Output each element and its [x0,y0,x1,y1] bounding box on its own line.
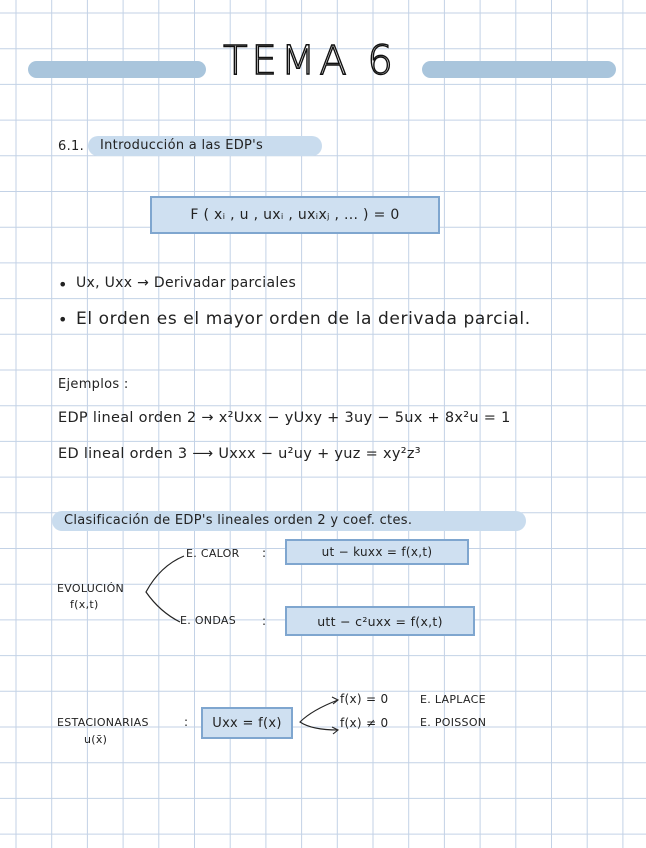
stationary-equation: Uxx = f(x) [212,715,282,731]
page-title: TEMA 6 [223,38,397,84]
section-2-heading: Clasificación de EDP's lineales orden 2 y coef. ctes. [64,513,413,528]
general-form-equation: F ( xᵢ , u , uxᵢ , uxᵢxⱼ , ... ) = 0 [190,207,400,223]
heat-equation-colon: : [262,546,267,560]
section-1-number: 6.1. [58,139,85,154]
examples-label: Ejemplos : [58,377,129,392]
heat-equation: ut − kuxx = f(x,t) [321,545,433,559]
wave-equation-colon: : [262,614,267,628]
example-line-1: EDP lineal orden 2 → x²Uxx − yUxy + 3uy − 5ux + 8x²u = 1 [58,410,511,426]
heat-equation-label: E. CALOR [186,547,240,560]
wave-equation: utt − c²uxx = f(x,t) [317,613,443,629]
laplace-condition: f(x) = 0 [340,692,389,706]
stationary-variable: u(x̄) [84,733,108,746]
laplace-arrow-head [332,697,338,704]
laplace-name: E. LAPLACE [420,693,486,706]
evolution-brace [146,556,184,622]
section-1-heading: Introducción a las EDP's [100,138,264,153]
stationary-colon: : [184,715,189,729]
poisson-condition: f(x) ≠ 0 [340,716,389,730]
bullet-dot-2: • [58,310,68,329]
bullet-1: Ux, Uxx → Derivadar parciales [76,275,297,291]
wave-equation-label: E. ONDAS [180,614,237,627]
bullet-dot-1: • [58,275,68,294]
bullet-2: El orden es el mayor orden de la derivada parcial. [76,309,531,329]
poisson-name: E. POISSON [420,716,487,729]
stationary-label: ESTACIONARIAS [57,716,149,729]
evolution-label: EVOLUCIÓN [57,582,125,595]
stationary-brace [300,700,338,730]
example-line-2: ED lineal orden 3 ⟶ Uxxx − u²uy + yuz = xy²z³ [58,446,421,462]
evolution-variables: f(x,t) [70,598,99,611]
